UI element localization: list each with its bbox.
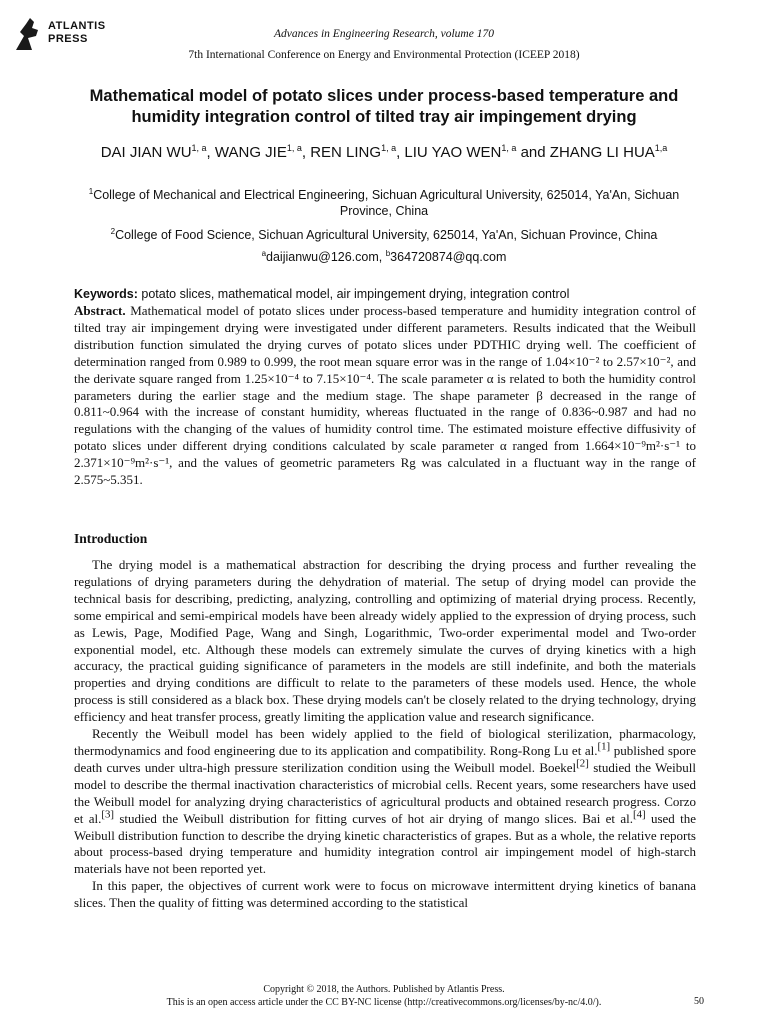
abstract <box>74 303 696 489</box>
keywords-label: Keywords: <box>74 287 138 301</box>
author-affil-sup: 1,a <box>654 143 668 153</box>
journal-header: Advances in Engineering Research, volume 170 <box>274 28 494 40</box>
paper-title: Mathematical model of potato slices under process-based temperature and humidity integration control of tilted tray air impingement drying <box>89 87 679 126</box>
conference-header: 7th International Conference on Energy and Environmental Protection (ICEEP 2018) <box>188 49 580 61</box>
abstract-label: Abstract. <box>74 303 126 318</box>
author-name: DAI JIAN WU <box>100 144 192 161</box>
author-affil-sup: 1, a <box>191 143 207 153</box>
author-emails: $^a$daijianwu@126.com, $^b$364720874@qq.com <box>261 248 507 264</box>
section-heading: Introduction <box>74 531 148 546</box>
page-footer <box>0 983 768 1009</box>
citation-ref[interactable]: [1] <box>597 740 611 753</box>
paragraph: The drying model is a mathematical abstraction for describing the drying process and further revealing the regulations of drying parameters during the dehydration of material. The setup of drying model can provide the technical basis for describing, predicting, analyzing, controlling and optimizing of material drying process. Recently, some empirical and semi-empirical models have been already widely applied to the expression of drying process, such as Lewis, Page, Modified Page, Wang and Singh, Logarithmic, Two-order experimental model and Two-order exponential model, etc. Although these models can extremely simulate the curves of drying kinetics with a high accuracy, the practical guiding significance of parameters in the models are still indefinite, and both the materials properties and drying conditions are difficult to relate to the parameters of these models used. Hence, the whole process is still considered as a black box. These drying models can't be closely related to the drying technology, drying efficiency and heat transfer process, greatly limiting the application value and research significance. <box>74 557 696 725</box>
author-affil-sup: 1, a <box>286 143 302 153</box>
citation-ref[interactable]: [4] <box>632 808 646 821</box>
abstract-text: Mathematical model of potato slices under process-based temperature and humidity integration control of tilted tray air impingement drying were investigated under different parameters. Results indicated that the Weibull distribution function simulated the drying curves of potato slices under PDTHIC drying well. The coefficient of determination ranged from 0.989 to 0.999, the root mean square error was in the range of 1.04×10⁻² to 2.57×10⁻², and the derivate square ranged from 1.25×10⁻⁴ to 7.15×10⁻⁴. The scale parameter α is related to both the humidity control parameters during the earlier stage and the medium stage. The shape parameter β decreased in the range of 0.811~0.964 with the increase of constant humidity, whereas fluctuated in the range of 0.836~0.987 and had no regulations with the changing of the values of humidity control time. The estimated moisture effective diffusivity of potato slices under different drying conditions calculated by scale parameter α ranged from 1.664×10⁻⁹m²·s⁻¹ to 2.371×10⁻⁹m²·s⁻¹, and the values of geometric parameters Rg was calculated in a fluctuant way in the range of 2.575~5.351. <box>74 303 696 488</box>
citation-ref[interactable]: [3] <box>101 808 114 821</box>
author-affil-sup: 1, a <box>381 143 397 153</box>
affiliation-1: $^1$College of Mechanical and Electrical Engineering, Sichuan Agricultural University, 625014, Ya'An, Sichuan Province, China <box>88 186 680 218</box>
paragraph: In this paper, the objectives of current work were to focus on microwave intermittent drying kinetics of banana slices. Then the quality of fitting was determined according to the statistical <box>74 878 696 911</box>
affiliation-2: $^2$College of Food Science, Sichuan Agricultural University, 625014, Ya'An, Sichuan Province, China <box>110 226 658 242</box>
publisher-name-line1: ATLANTIS <box>48 20 106 32</box>
author-name: ZHANG LI HUA <box>549 144 655 161</box>
paragraph: Recently the Weibull model has been widely applied to the field of biological sterilization, pharmacology, thermodynamics and food engineering due to its application and compatibility. Rong-Rong Lu et al.[1] published spore death curves under ultra-high pressure sterilization condition using the Weibull model. Boekel[2] studied the Weibull model to describe the thermal inactivation characteristics of microbial cells. Recent years, some researchers have used the Weibull model for analyzing drying characteristics of agricultural products and obtained research progress. Corzo et al.[3] studied the Weibull distribution for fitting curves of hot air drying of mango slices. Bai et al.[4] used the Weibull distribution function to describe the drying kinetic characteristics of grapes. But as a whole, the relative reports about process-based drying temperature and humidity integration control air impingement model of high-starch materials have not been reported yet. <box>74 726 696 877</box>
publisher-name-line2: PRESS <box>48 33 88 45</box>
page-number: 50 <box>694 996 704 1007</box>
author-list: DAI JIAN WU$^{1, a}$, WANG JIE$^{1, a}$, REN LING$^{1, a}$, LIU YAO WEN$^{1, a}$ and ZHANG LI HUA$^{1,a}$ <box>100 143 668 161</box>
author-name: REN LING <box>310 144 382 161</box>
license-notice: This is an open access article under the CC BY-NC license (http://creativecommons.org/licenses/by-nc/4.0/). <box>166 997 602 1008</box>
email-link[interactable]: daijianwu@126.com, <box>266 250 386 264</box>
author-affil-sup: 1, a <box>501 143 517 153</box>
keywords <box>74 287 696 301</box>
introduction-body <box>74 557 696 912</box>
copyright-notice: Copyright © 2018, the Authors. Published by Atlantis Press. <box>263 984 505 995</box>
author-name: LIU YAO WEN <box>404 144 502 161</box>
citation-ref[interactable]: [2] <box>576 757 589 770</box>
email-link[interactable]: 364720874@qq.com <box>390 250 507 264</box>
keywords-text: potato slices, mathematical model, air impingement drying, integration control <box>137 287 570 301</box>
author-name: WANG JIE <box>214 144 287 161</box>
